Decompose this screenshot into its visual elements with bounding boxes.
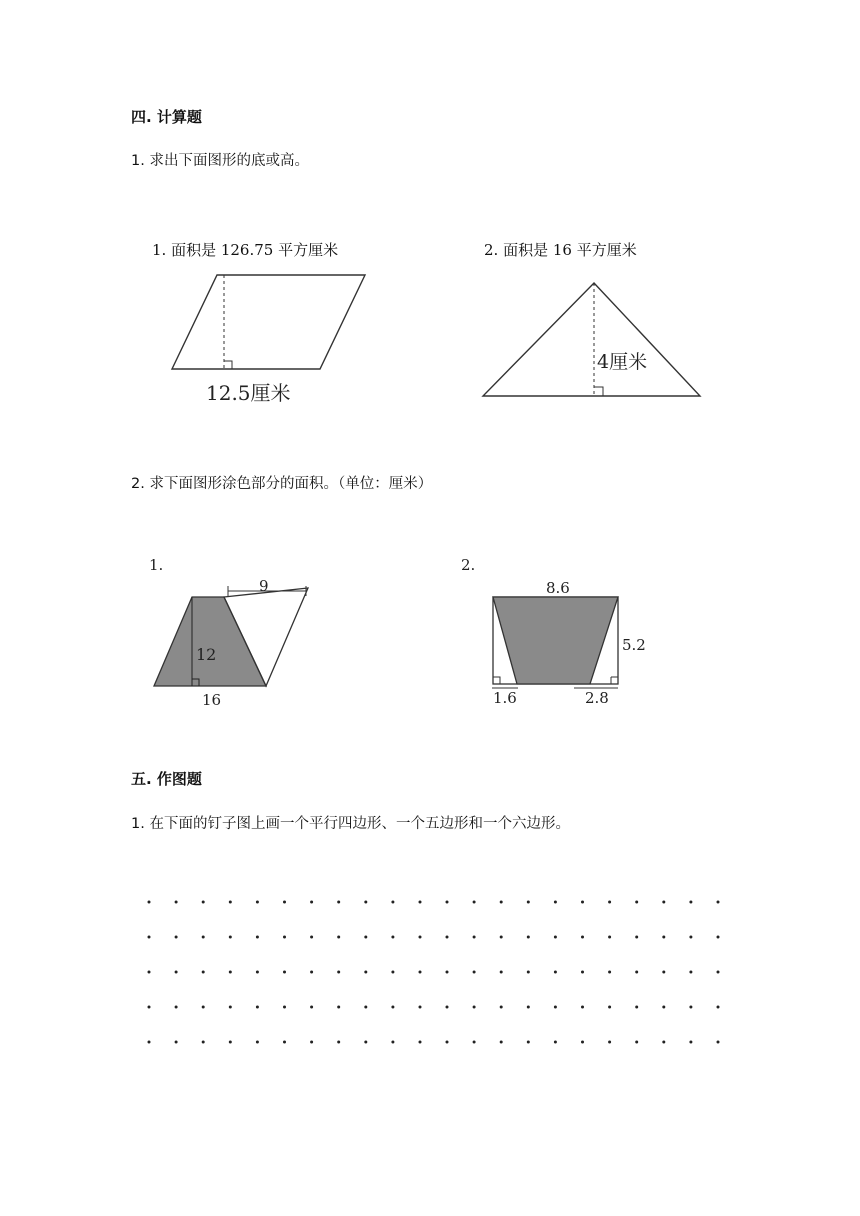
- grid-dot[interactable]: [554, 1006, 557, 1009]
- grid-dot[interactable]: [527, 901, 530, 904]
- grid-dot[interactable]: [229, 1006, 232, 1009]
- grid-dot[interactable]: [229, 1041, 232, 1044]
- shaded-trapezoid-figure-1: [149, 556, 308, 709]
- grid-dot[interactable]: [256, 901, 259, 904]
- parallelogram-figure: [172, 275, 365, 405]
- top-length-label: 9: [259, 577, 269, 595]
- grid-dot[interactable]: [175, 936, 178, 939]
- grid-dot[interactable]: [662, 971, 665, 974]
- grid-dot[interactable]: [364, 1041, 367, 1044]
- grid-dot[interactable]: [662, 936, 665, 939]
- grid-dot[interactable]: [391, 936, 394, 939]
- grid-dot[interactable]: [283, 1041, 286, 1044]
- grid-dot[interactable]: [256, 1041, 259, 1044]
- grid-dot[interactable]: [689, 936, 692, 939]
- base-16-label: 16: [202, 691, 222, 709]
- grid-dot[interactable]: [337, 971, 340, 974]
- grid-dot[interactable]: [175, 1041, 178, 1044]
- grid-dot[interactable]: [608, 901, 611, 904]
- grid-dot[interactable]: [446, 1041, 449, 1044]
- grid-dot[interactable]: [662, 1041, 665, 1044]
- grid-dot[interactable]: [581, 1006, 584, 1009]
- grid-dot[interactable]: [148, 1006, 151, 1009]
- grid-dot[interactable]: [391, 1041, 394, 1044]
- grid-dot[interactable]: [500, 1006, 503, 1009]
- grid-dot[interactable]: [446, 936, 449, 939]
- grid-dot[interactable]: [500, 901, 503, 904]
- grid-dot[interactable]: [283, 936, 286, 939]
- grid-dot[interactable]: [717, 1041, 720, 1044]
- grid-dot[interactable]: [554, 971, 557, 974]
- grid-dot[interactable]: [229, 971, 232, 974]
- grid-dot[interactable]: [256, 1006, 259, 1009]
- grid-dot[interactable]: [283, 971, 286, 974]
- grid-dot[interactable]: [419, 936, 422, 939]
- triangle-height-label: 4厘米: [597, 351, 648, 373]
- height-5-2-label: 5.2: [622, 636, 646, 654]
- grid-dot[interactable]: [608, 1006, 611, 1009]
- section-heading-calc: 四. 计算题: [131, 108, 202, 126]
- grid-dot[interactable]: [554, 936, 557, 939]
- grid-dot[interactable]: [608, 936, 611, 939]
- grid-dot[interactable]: [500, 936, 503, 939]
- grid-dot[interactable]: [635, 971, 638, 974]
- grid-dot[interactable]: [581, 971, 584, 974]
- grid-dot[interactable]: [391, 1006, 394, 1009]
- grid-dot[interactable]: [364, 936, 367, 939]
- grid-dot[interactable]: [635, 936, 638, 939]
- grid-dot[interactable]: [446, 971, 449, 974]
- grid-dot[interactable]: [635, 901, 638, 904]
- grid-dot[interactable]: [446, 1006, 449, 1009]
- grid-dot[interactable]: [148, 901, 151, 904]
- grid-dot[interactable]: [337, 901, 340, 904]
- grid-dot[interactable]: [473, 1041, 476, 1044]
- grid-dot[interactable]: [202, 936, 205, 939]
- grid-dot[interactable]: [554, 1041, 557, 1044]
- grid-dot[interactable]: [202, 1041, 205, 1044]
- grid-dot[interactable]: [202, 901, 205, 904]
- section-heading-drawing: 五. 作图题: [131, 770, 202, 788]
- grid-dot[interactable]: [283, 901, 286, 904]
- grid-dot[interactable]: [473, 901, 476, 904]
- grid-dot[interactable]: [527, 1041, 530, 1044]
- grid-dot[interactable]: [256, 971, 259, 974]
- grid-dot[interactable]: [364, 1006, 367, 1009]
- grid-dot[interactable]: [446, 901, 449, 904]
- grid-dot[interactable]: [635, 1006, 638, 1009]
- grid-dot[interactable]: [554, 901, 557, 904]
- grid-dot[interactable]: [391, 901, 394, 904]
- grid-dot[interactable]: [635, 1041, 638, 1044]
- grid-dot[interactable]: [689, 901, 692, 904]
- grid-dot[interactable]: [717, 971, 720, 974]
- figure1-caption: 1. 面积是 126.75 平方厘米: [152, 241, 339, 259]
- grid-dot[interactable]: [229, 936, 232, 939]
- grid-dot[interactable]: [364, 901, 367, 904]
- grid-dot[interactable]: [473, 971, 476, 974]
- figure-number-2: 2.: [461, 556, 476, 574]
- grid-dot[interactable]: [148, 971, 151, 974]
- grid-dot[interactable]: [229, 901, 232, 904]
- nail-board-dot-grid[interactable]: [148, 901, 720, 1044]
- grid-dot[interactable]: [175, 901, 178, 904]
- grid-dot[interactable]: [310, 901, 313, 904]
- grid-dot[interactable]: [310, 1006, 313, 1009]
- grid-dot[interactable]: [337, 1006, 340, 1009]
- grid-dot[interactable]: [310, 971, 313, 974]
- question-shaded-area: 2. 求下面图形涂色部分的面积。（单位：厘米）: [131, 476, 433, 492]
- grid-dot[interactable]: [419, 1041, 422, 1044]
- grid-dot[interactable]: [500, 971, 503, 974]
- grid-dot[interactable]: [337, 936, 340, 939]
- grid-dot[interactable]: [419, 1006, 422, 1009]
- grid-dot[interactable]: [581, 1041, 584, 1044]
- grid-dot[interactable]: [608, 1041, 611, 1044]
- triangle-figure: [483, 283, 700, 396]
- left-1-6-label: 1.6: [493, 689, 517, 707]
- grid-dot[interactable]: [500, 1041, 503, 1044]
- top-8-6-label: 8.6: [546, 579, 570, 597]
- grid-dot[interactable]: [608, 971, 611, 974]
- grid-dot[interactable]: [419, 971, 422, 974]
- grid-dot[interactable]: [581, 901, 584, 904]
- grid-dot[interactable]: [689, 1006, 692, 1009]
- question-find-base-height: 1. 求出下面图形的底或高。: [131, 153, 309, 169]
- grid-dot[interactable]: [527, 971, 530, 974]
- question-draw-polygons: 1. 在下面的钉子图上画一个平行四边形、一个五边形和一个六边形。: [131, 816, 570, 832]
- figure2-caption: 2. 面积是 16 平方厘米: [484, 241, 637, 259]
- grid-dot[interactable]: [337, 1041, 340, 1044]
- grid-dot[interactable]: [473, 1006, 476, 1009]
- grid-dot[interactable]: [662, 1006, 665, 1009]
- right-2-8-label: 2.8: [585, 689, 609, 707]
- grid-dot[interactable]: [175, 971, 178, 974]
- grid-dot[interactable]: [283, 1006, 286, 1009]
- height-12-label: 12: [196, 645, 217, 664]
- figure-number-1: 1.: [149, 556, 164, 574]
- shaded-trapezoid-figure-2: [461, 556, 646, 707]
- grid-dot[interactable]: [717, 1006, 720, 1009]
- grid-dot[interactable]: [148, 1041, 151, 1044]
- grid-dot[interactable]: [148, 936, 151, 939]
- grid-dot[interactable]: [527, 936, 530, 939]
- grid-dot[interactable]: [175, 1006, 178, 1009]
- grid-dot[interactable]: [717, 936, 720, 939]
- grid-dot[interactable]: [689, 1041, 692, 1044]
- grid-dot[interactable]: [419, 901, 422, 904]
- grid-dot[interactable]: [310, 1041, 313, 1044]
- grid-dot[interactable]: [310, 936, 313, 939]
- grid-dot[interactable]: [473, 936, 476, 939]
- grid-dot[interactable]: [202, 1006, 205, 1009]
- grid-dot[interactable]: [689, 971, 692, 974]
- grid-dot[interactable]: [662, 901, 665, 904]
- grid-dot[interactable]: [364, 971, 367, 974]
- grid-dot[interactable]: [717, 901, 720, 904]
- grid-dot[interactable]: [202, 971, 205, 974]
- grid-dot[interactable]: [256, 936, 259, 939]
- grid-dot[interactable]: [581, 936, 584, 939]
- grid-dot[interactable]: [391, 971, 394, 974]
- grid-dot[interactable]: [527, 1006, 530, 1009]
- parallelogram-base-label: 12.5厘米: [206, 381, 291, 405]
